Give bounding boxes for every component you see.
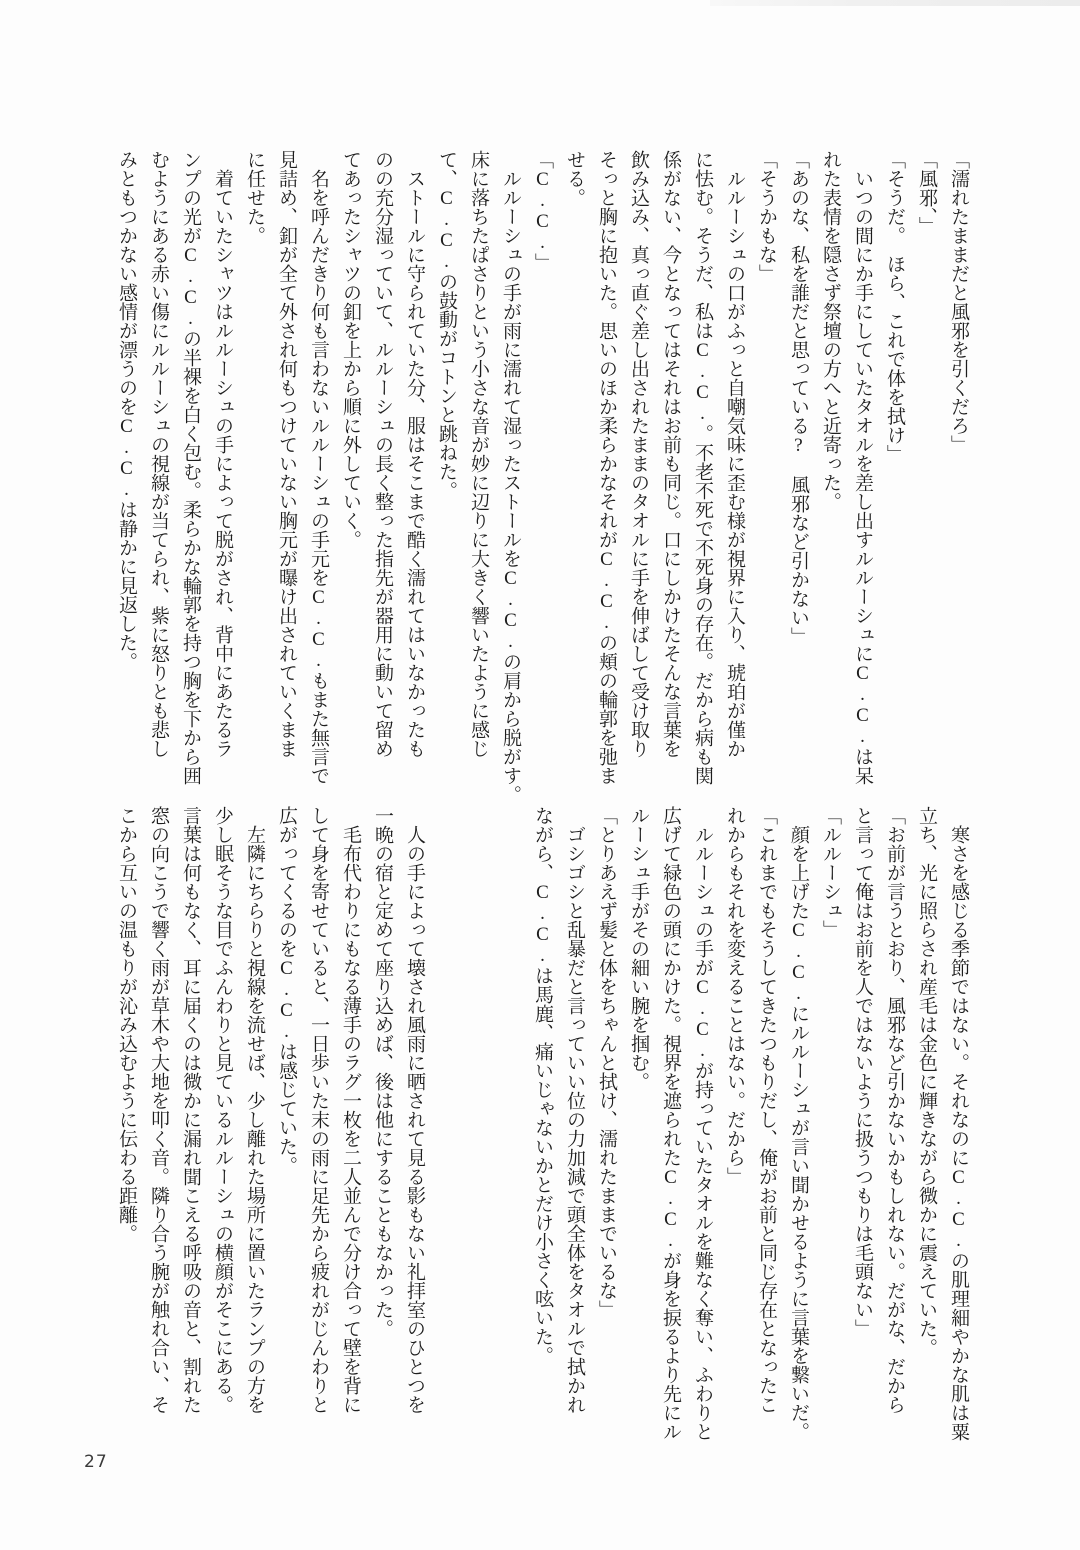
- text-column: ルルーシュの手がC.C.が持っていたタオルを難なく奪い、ふわりと: [692, 806, 713, 1441]
- text-column: 人の手によって壊され風雨に晒されて見る影もない礼拝室のひとつを: [404, 806, 425, 1414]
- text-column: 寒さを感じる季節ではない。それなのにC.C.の肌理細やかな肌は粟: [948, 806, 969, 1441]
- page-number: 27: [84, 1452, 108, 1472]
- text-column: れからもそれを変えることはない。だから」: [724, 806, 745, 1186]
- text-column: 広げて緑色の頭にかけた。視界を遮られたC.C.が身を捩るより先にル: [660, 806, 681, 1441]
- bottom-section-1: [526, 806, 974, 1466]
- text-column: 少し眠そうな目でふんわりと見ているルルーシュの横顔がそこにある。: [212, 806, 233, 1414]
- scan-edge-artifact: [710, 0, 1080, 6]
- text-column: 見詰め、釦が全て外され何もつけていない胸元が曝け出されていくまま: [276, 150, 297, 758]
- text-column: ながら、C.C.は馬鹿、痛いじゃないかとだけ小さく呟いた。: [532, 806, 553, 1365]
- text-column: 「ルルーシュ」: [820, 806, 841, 939]
- text-column: 一晩の宿と定めて座り込めば、後は他にすることもなかった。: [372, 806, 393, 1338]
- text-column: いつの間にか手にしていたタオルを差し出すルルーシュにC.C.は呆: [852, 150, 873, 785]
- text-column: 「C.C.」: [532, 150, 553, 272]
- text-column: 立ち、光に照らされ産毛は金色に輝きながら微かに震えていた。: [916, 806, 937, 1357]
- text-column: ルーシュ手がその細い腕を掴む。: [628, 806, 649, 1091]
- text-column: 「お前が言うとおり、風邪など引かないかもしれない。だがな、だから: [884, 806, 905, 1414]
- text-column: せる。: [564, 150, 585, 207]
- text-column: に怯む。そうだ、私はC.C.。不老不死で不死身の存在。だから病も関: [692, 150, 713, 785]
- text-column: むようにある赤い傷にルルーシュの視線が当てられ、紫に怒りとも悲し: [148, 150, 169, 758]
- text-column: 「とりあえず髪と体をちゃんと拭け、濡れたままでいるな」: [596, 806, 617, 1319]
- text-column: ンプの光がC.C.の半裸を白く包む。柔らかな輪郭を持つ胸を下から囲: [180, 150, 201, 785]
- text-column: 左隣にちらりと視線を流せば、少し離れた場所に置いたランプの方を: [244, 806, 265, 1414]
- text-column: みともつかない感情が漂うのをC.C.は静かに見返した。: [116, 150, 137, 671]
- bottom-section-2: [110, 806, 430, 1466]
- text-column: 係がない、今となってはそれはお前も同じ。口にしかけたそんな言葉を: [660, 150, 681, 758]
- text-column: 「濡れたままだと風邪を引くだろ」: [948, 150, 969, 454]
- text-column: そっと胸に抱いた。思いのほか柔らかなそれがC.C.の頬の輪郭を弛ま: [596, 150, 617, 785]
- text-column: こから互いの温もりが沁み込むように伝わる距離。: [116, 806, 137, 1243]
- text-column: 「そうだ。 ほら、これで体を拭け」: [884, 150, 905, 464]
- text-column: て、C.C.の鼓動がコトンと跳ねた。: [436, 150, 457, 500]
- text-column: して身を寄せていると、一日歩いた末の雨に足先から疲れがじんわりと: [308, 806, 329, 1414]
- text-column: のの充分湿っていて、ルルーシュの長く整った指先が器用に動いて留め: [372, 150, 393, 758]
- text-column: に任せた。: [244, 150, 265, 245]
- text-column: 言葉は何もなく、耳に届くのは微かに漏れ聞こえる呼吸の音と、割れた: [180, 806, 201, 1414]
- text-column: 「これまでもそうしてきたつもりだし、俺がお前と同じ存在となったこ: [756, 806, 777, 1414]
- text-column: 「そうかもな」: [756, 150, 777, 283]
- scene-break-gap: [430, 806, 526, 1466]
- text-block-top: [110, 150, 974, 810]
- text-column: 窓の向こうで響く雨が草木や大地を叩く音。隣り合う腕が触れ合い、そ: [148, 806, 169, 1414]
- text-column: 顔を上げたC.C.にルルーシュが言い聞かせるように言葉を繋いだ。: [788, 806, 809, 1441]
- text-column: 飲み込み、真っ直ぐ差し出されたままのタオルに手を伸ばして受け取り: [628, 150, 649, 758]
- text-column: 名を呼んだきり何も言わないルルーシュの手元をC.C.もまた無言で: [308, 150, 329, 785]
- text-column: ゴシゴシと乱暴だと言っていい位の力加減で頭全体をタオルで拭かれ: [564, 806, 585, 1414]
- text-column: 毛布代わりにもなる薄手のラグ一枚を二人並んで分け合って壁を背に: [340, 806, 361, 1414]
- text-column: 着ていたシャツはルルーシュの手によって脱がされ、背中にあたるラ: [212, 150, 233, 758]
- text-block-bottom: [110, 806, 974, 1466]
- text-column: と言って俺はお前を人ではないように扱うつもりは毛頭ない」: [852, 806, 873, 1338]
- text-column: ストールに守られていた分、服はそこまで酷く濡れてはいなかったも: [404, 150, 425, 758]
- text-column: 「あのな、私を誰だと思っている? 風邪など引かない」: [788, 150, 809, 646]
- text-column: れた表情を隠さず祭壇の方へと近寄った。: [820, 150, 841, 511]
- text-column: 「風邪、」: [916, 150, 937, 236]
- text-column: ルルーシュの手が雨に濡れて湿ったストールをC.C.の肩から脱がす。: [500, 150, 521, 804]
- text-column: 床に落ちたぱさりという小さな音が妙に辺りに大きく響いたように感じ: [468, 150, 489, 758]
- text-column: 広がってくるのをC.C.は感じていた。: [276, 806, 297, 1175]
- text-column: ルルーシュの口がふっと自嘲気味に歪む様が視界に入り、琥珀が僅か: [724, 150, 745, 758]
- text-column: てあったシャツの釦を上から順に外していく。: [340, 150, 361, 549]
